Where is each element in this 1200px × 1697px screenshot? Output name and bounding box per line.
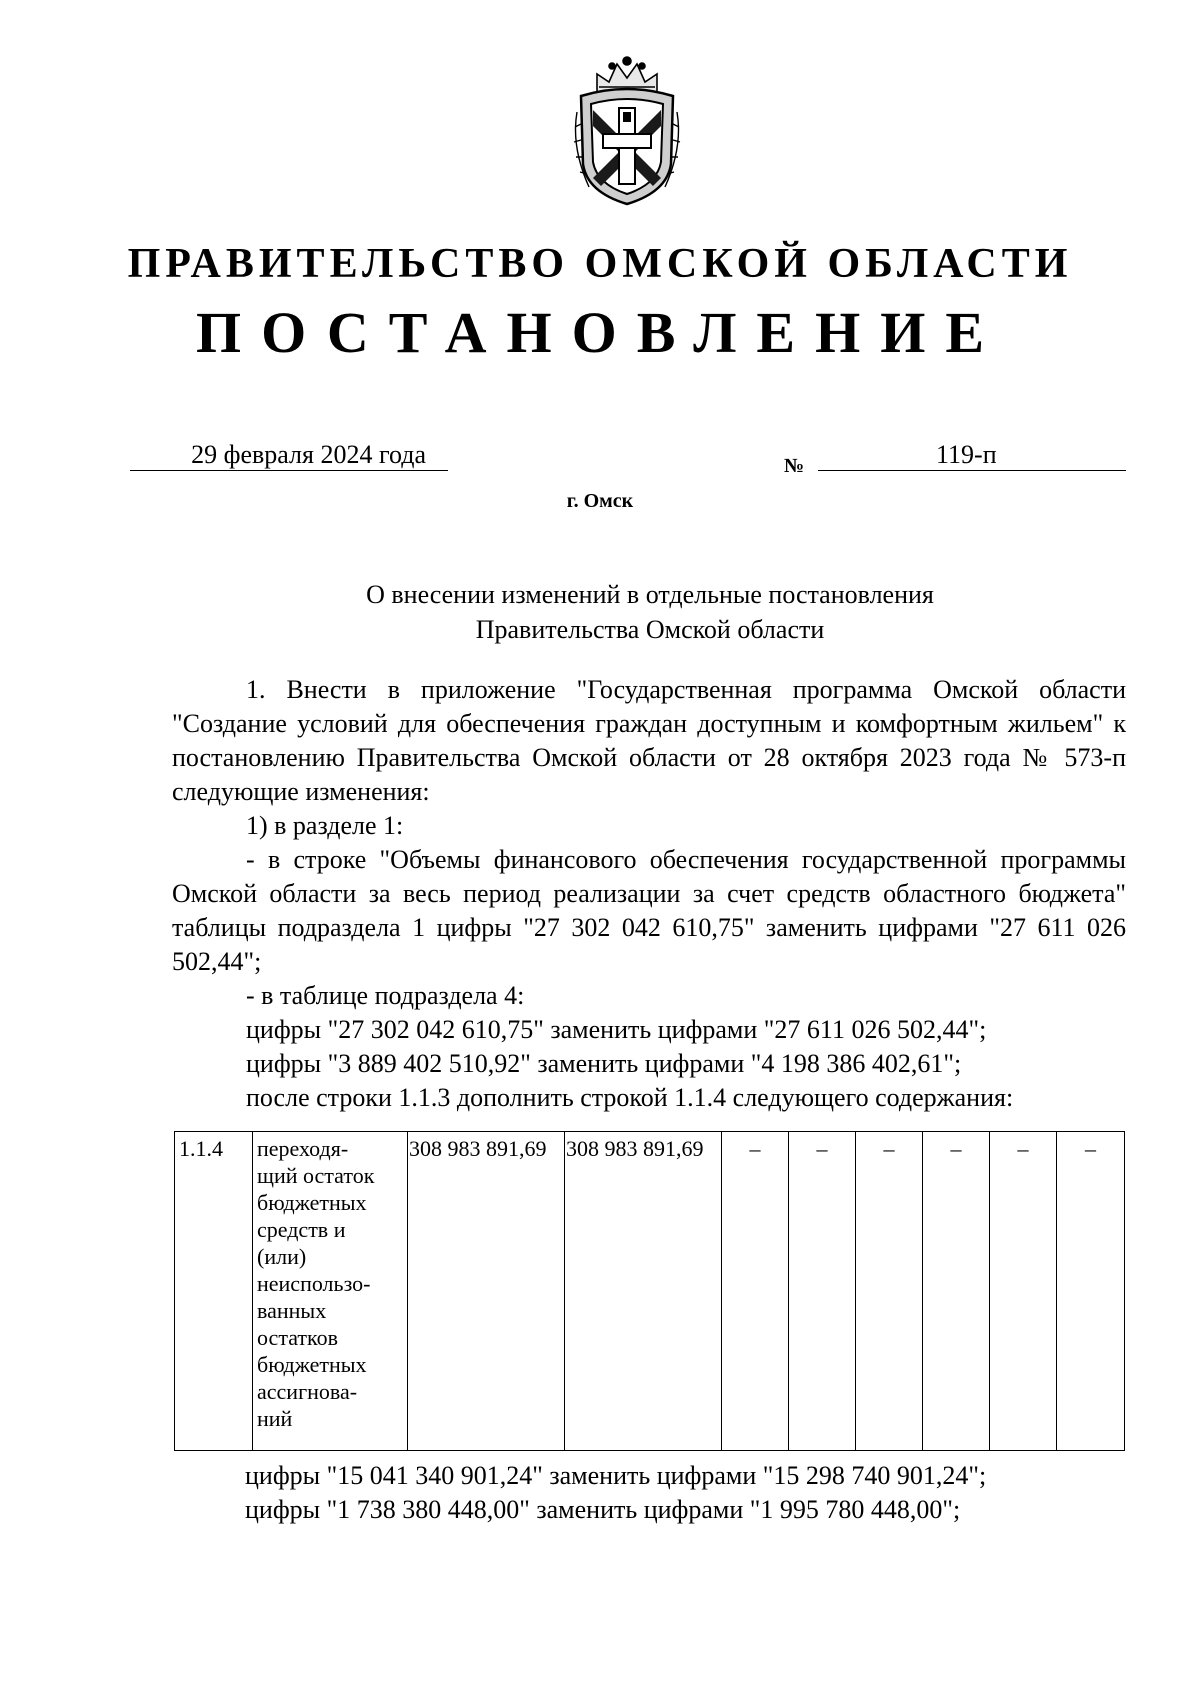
title-line-2: Правительства Омской области — [475, 615, 825, 644]
date-field — [130, 440, 448, 471]
body-paragraph-4: - в таблице подраздела 4: — [246, 981, 525, 1010]
organization-heading: ПРАВИТЕЛЬСТВО ОМСКОЙ ОБЛАСТИ — [127, 241, 1073, 287]
city-label: г. Омск — [566, 490, 634, 512]
row-code: 1.1.4 — [175, 1132, 253, 1451]
number-field — [818, 440, 1126, 471]
document-body — [172, 673, 1126, 1115]
after-paragraph-1: цифры "15 041 340 901,24" заменить цифрами "15 298 740 901,24"; — [245, 1461, 987, 1490]
title-line-1: О внесении изменений в отдельные постановления — [366, 580, 934, 609]
body-paragraph-5: цифры "27 302 042 610,75" заменить цифрами "27 611 026 502,44"; — [246, 1015, 987, 1044]
row-value-1: 308 983 891,69 — [408, 1132, 565, 1451]
row-dash-3: – — [856, 1132, 923, 1451]
document-type-heading: ПОСТАНОВЛЕНИЕ — [195, 300, 1005, 365]
amendment-table — [174, 1131, 1125, 1451]
after-table-text — [245, 1459, 986, 1527]
body-paragraph-7: после строки 1.1.3 дополнить строкой 1.1.4 следующего содержания: — [246, 1083, 1014, 1112]
row-dash-5: – — [990, 1132, 1057, 1451]
document-number: 119-п — [936, 440, 997, 469]
body-paragraph-2: 1) в разделе 1: — [246, 811, 404, 840]
document-date: 29 февраля 2024 года — [191, 440, 426, 469]
table-row — [175, 1132, 1125, 1451]
number-label: № — [784, 455, 805, 477]
document-title — [0, 577, 1200, 647]
body-paragraph-6: цифры "3 889 402 510,92" заменить цифрами "4 198 386 402,61"; — [246, 1049, 962, 1078]
row-dash-2: – — [789, 1132, 856, 1451]
body-paragraph-1: 1. Внести в приложение "Государственная программа Омской области "Создание условий для обеспечения граждан доступным и комфортным жильем" к постановлению Правительства Омской области от 28 октября 2023 года № 573-п следующие изменения: — [172, 675, 1126, 806]
row-name: переходя- щий остаток бюджетных средств и (или) неиспользо- ванных остатков бюджетных ассигнова- ний — [253, 1132, 408, 1451]
row-dash-4: – — [923, 1132, 990, 1451]
after-paragraph-2: цифры "1 738 380 448,00" заменить цифрами "1 995 780 448,00"; — [245, 1495, 961, 1524]
body-paragraph-3: - в строке "Объемы финансового обеспечения государственной программы Омской области за весь период реализации за счет средств областного бюджета" таблицы подраздела 1 цифры "27 302 042 610,75" заменить цифрами "27 611 026 502,44"; — [172, 845, 1126, 976]
row-dash-6: – — [1057, 1132, 1125, 1451]
row-value-2: 308 983 891,69 — [565, 1132, 722, 1451]
row-dash-1: – — [722, 1132, 789, 1451]
omsk-region-coat-of-arms-emblem — [567, 52, 687, 208]
